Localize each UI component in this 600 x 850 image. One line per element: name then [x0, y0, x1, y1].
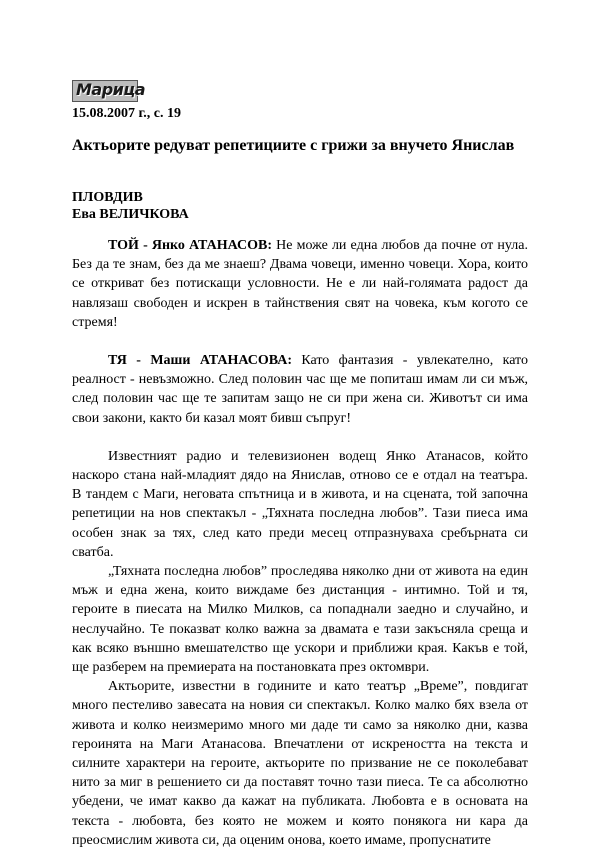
speaker-label: ТОЙ - Янко АТАНАСОВ:	[108, 238, 272, 253]
speaker-label: ТЯ - Маши АТАНАСОВА:	[108, 353, 292, 369]
byline-author: Ева ВЕЛИЧКОВА	[72, 207, 189, 222]
byline-place: ПЛОВДИВ	[72, 190, 143, 205]
paragraph-text: Не може ли една любов да почне от нула. Без да те знам, без да ме знаеш? Двама човеци, именно човеци. Хора, които се откриват без потискащи условности. Не е ли най-голямата радост да навлязаш свободен и искрен в тайнствения свят на човека, към когото се стремя!	[72, 238, 528, 330]
logo-text: Марица	[76, 80, 146, 99]
newspaper-logo	[72, 80, 146, 102]
article-body	[72, 236, 528, 850]
body-paragraph: Известният радио и телевизионен водещ Янко Атанасов, който наскоро стана най-младият дядо на Янислав, отново се е отдал на театъра. В тандем с Маги, неговата спътница и в живота, и на сцената, той започна репетиции на нов спектакъл - „Тяхната последна любов”. Тази пиеса има особен знак за тях, след като преди месец отпразнуваха сребърната си сватба.	[72, 448, 528, 560]
dialogue-paragraph	[72, 351, 528, 428]
dialogue-paragraph	[72, 236, 528, 332]
article-title: Актьорите редуват репетициите с грижи за внучето Янислав	[72, 137, 515, 154]
paragraph-text: Като фантазия - увлекателно, като реалност - невъзможно. След половин час ще ме попиташ имам ли си мъж, след половин час ще те запитам защо не си при жена си. Животът си има свои закони, както би казал моят бивш съпруг!	[72, 353, 528, 426]
article-page	[72, 80, 528, 850]
byline	[72, 189, 528, 223]
body-paragraph: „Тяхната последна любов” проследява няколко дни от живота на един мъж и една жена, които виждаме без дистанция - интимно. Той и тя, героите в пиесата на Милко Милков, са попаднали заедно и случайно, и неслучайно. Те показват колко важна за двамата е тази закъсняла среща и как всяко външно вмешателство ще ускори и приближи края. Какъв е той, ще разберем на премиерата на постановката през октомври.	[72, 564, 528, 676]
body-paragraph: Актьорите, известни в годините и като театър „Време”, повдигат много пестеливо завесата на новия си спектакъл. Колко малко бях взела от живота и колко неизмеримо много ми даде ти само за няколко дни, казва героинята на Маги Атанасова. Впечатлени от искреността на текста и силните характери на героите, актьорите по призвание не се поколебават нито за миг в решението си да поставят точно тази пиеса. Те са абсолютно убедени, че имат какво да кажат на публиката. Любовта е в основата на текста - любовта, без която не можем и която понякога ни кара да преосмислим живота си, да оценим онова, което имаме, пропуснатите	[72, 679, 528, 848]
date-line: 15.08.2007 г., с. 19	[72, 106, 181, 121]
